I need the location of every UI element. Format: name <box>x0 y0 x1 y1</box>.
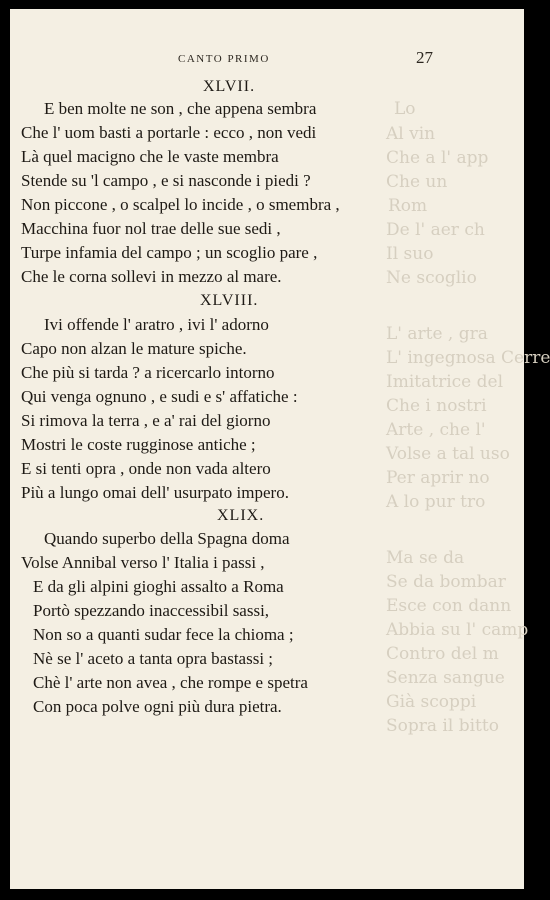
verse-line: Non piccone , o scalpel lo incide , o smembra , <box>21 195 340 214</box>
verse-line: Qui venga ognuno , e sudi e s' affatiche : <box>21 387 298 406</box>
verse-line: Ivi offende l' aratro , ivi l' adorno <box>44 315 269 334</box>
verse-line: Che le corna sollevi in mezzo al mare. <box>21 267 282 286</box>
verse-line: Là quel macigno che le vaste membra <box>21 147 279 166</box>
verse-line: E ben molte ne son , che appena sembra <box>44 99 317 118</box>
verse-line: Quando superbo della Spagna doma <box>44 529 290 548</box>
verse-line: Stende su 'l campo , e si nasconde i piedi ? <box>21 171 311 190</box>
stanza-number: XLVIII. <box>200 292 259 309</box>
book-page <box>10 9 550 889</box>
verse-line: Mostri le coste rugginose antiche ; <box>21 435 256 454</box>
verse-line: Che più si tarda ? a ricercarlo intorno <box>21 363 275 382</box>
verse-line: Macchina fuor nol trae delle sue sedi , <box>21 219 281 238</box>
show-through-from-reverse: Lo Al vin Che a l' app Che un Rom De l' aer ch Il suo Ne scoglio L' arte , gra L' ingegnosa Cerre Imitatrice del Che i nostri Arte , che l' Volse a tal uso Per aprir no A lo pur tro Ma se da Se da bombar Esce con dann Abbia su l' camp Contro del m Senza sangue Già scoppi Sopra il bitto <box>386 99 550 736</box>
verse-line: Non so a quanti sudar fece la chioma ; <box>33 625 294 644</box>
verse-line: Volse Annibal verso l' Italia i passi , <box>21 553 265 572</box>
verse-line: Più a lungo omai dell' usurpato impero. <box>21 483 289 502</box>
verse-line: Con poca polve ogni più dura pietra. <box>33 697 282 716</box>
verse-line: Portò spezzando inaccessibil sassi, <box>33 601 270 620</box>
verse-line: Nè se l' aceto a tanta opra bastassi ; <box>33 649 274 668</box>
verse-line: Turpe infamia del campo ; un scoglio pare , <box>21 243 318 262</box>
verse-line: E da gli alpini gioghi assalto a Roma <box>33 577 284 596</box>
verse-line: E si tenti opra , onde non vada altero <box>21 459 271 478</box>
stanza-number: XLVII. <box>203 78 256 95</box>
verse-line: Che l' uom basti a portarle : ecco , non vedi <box>21 123 317 142</box>
page-number: 27 <box>416 48 433 67</box>
running-head: CANTO PRIMO <box>178 53 270 65</box>
verse-line: Chè l' arte non avea , che rompe e spetra <box>33 673 308 692</box>
verse-line: Capo non alzan le mature spiche. <box>21 339 247 358</box>
verse-line: Si rimova la terra , e a' rai del giorno <box>21 411 271 430</box>
stanza-number: XLIX. <box>217 507 265 524</box>
